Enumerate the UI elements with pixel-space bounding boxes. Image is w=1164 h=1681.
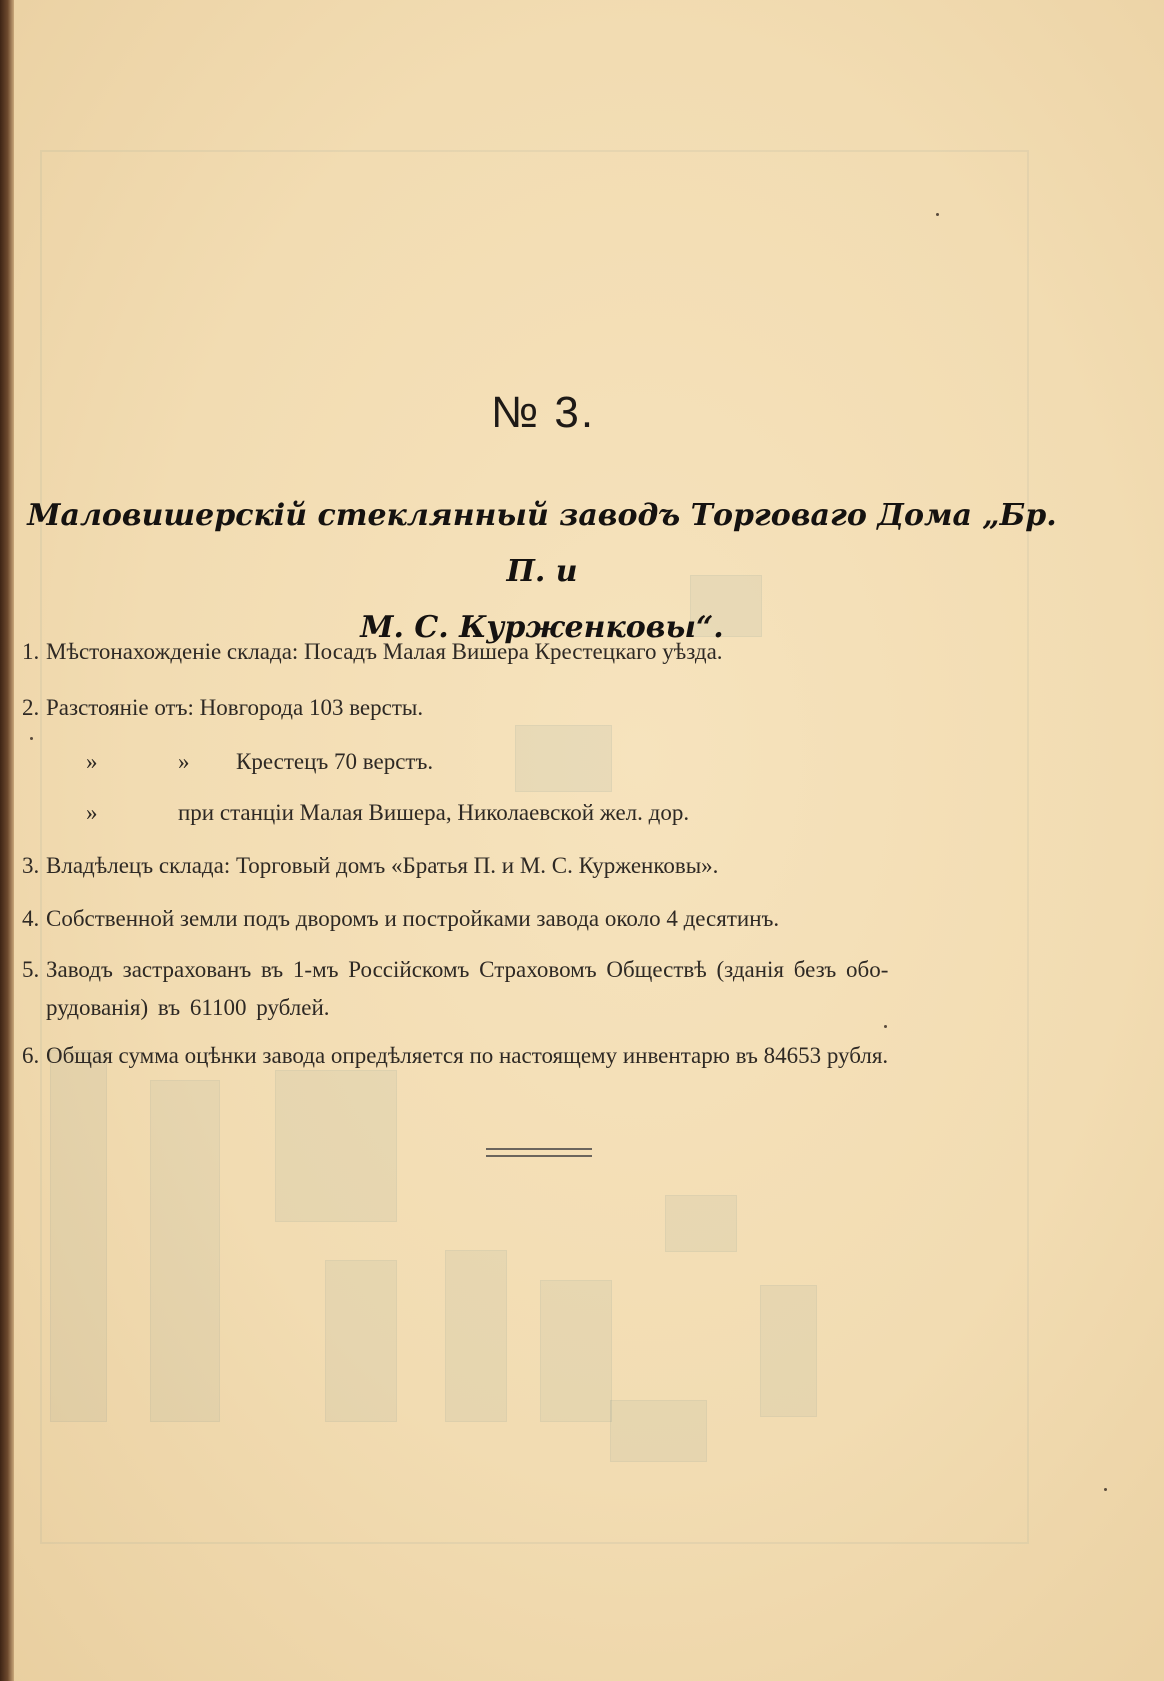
reverse-side-bleed-bar: [50, 1050, 107, 1422]
distance-row: [48, 787, 808, 838]
list-item-text-line-1: Заводъ застрахованъ въ 1-мъ Россійскомъ Страховомъ Обществѣ (зданія безъ обо-: [46, 957, 889, 982]
paper-speck: [884, 1025, 887, 1028]
reverse-side-bleed-bar: [665, 1195, 737, 1252]
document-title: [22, 488, 1062, 656]
list-item-text-line-2: рудованія) въ 61100 рублей.: [46, 995, 330, 1020]
distance-continuations: [48, 736, 808, 838]
reverse-side-bleed-bar: [760, 1285, 817, 1417]
distance-row: [48, 736, 808, 787]
title-line-2: М. С. Курженковы“.: [360, 610, 724, 645]
ditto-mark: »: [86, 748, 98, 774]
list-item-text: Собственной земли подъ дворомъ и постройками завода около 4 десятинъ.: [46, 906, 780, 931]
list-item-2: [22, 690, 423, 726]
reverse-side-bleed-bar: [610, 1400, 707, 1462]
list-item-5: [22, 951, 1062, 1027]
list-item-text: Разстояніе отъ: Новгорода 103 версты.: [46, 695, 424, 720]
list-item-6: [22, 1038, 888, 1074]
list-item-number: 1.: [22, 639, 40, 664]
list-item-text: Общая сумма оцѣнки завода опредѣляется по настоящему инвентарю въ 84653 рубля.: [46, 1043, 889, 1068]
paper-speck: [30, 737, 33, 740]
distance-text: Крестецъ 70 верстъ.: [236, 748, 434, 774]
document-number: № 3.: [490, 388, 596, 437]
list-item-3: [22, 848, 718, 884]
list-item-text: Мѣстонахожденіе склада: Посадъ Малая Вишера Крестецкаго уѣзда.: [46, 639, 723, 664]
list-item-number: 5.: [22, 957, 40, 982]
ditto-mark: »: [86, 799, 98, 825]
list-item-number: 3.: [22, 853, 40, 878]
paper-speck: [936, 213, 939, 216]
double-rule-separator: [486, 1148, 592, 1157]
list-item-number: 6.: [22, 1043, 40, 1068]
reverse-side-bleed-bar: [325, 1260, 397, 1422]
distance-text: при станціи Малая Вишера, Николаевской жел. дор.: [178, 799, 690, 825]
list-item-number: 4.: [22, 906, 40, 931]
list-item-number: 2.: [22, 695, 40, 720]
title-line-1: Маловишерскій стеклянный заводъ Торговаго Дома „Бр. П. и: [27, 498, 1057, 589]
list-item-1: [22, 634, 723, 670]
reverse-side-bleed-bar: [445, 1250, 507, 1422]
list-item-4: [22, 901, 779, 937]
book-binding-edge: [0, 0, 14, 1681]
paper-speck: [1104, 1488, 1107, 1491]
list-item-text: Владѣлецъ склада: Торговый домъ «Братья П. и М. С. Курженковы».: [46, 853, 719, 878]
ditto-mark: »: [178, 748, 190, 774]
reverse-side-bleed-bar: [540, 1280, 612, 1422]
reverse-side-bleed-bar: [275, 1070, 397, 1222]
reverse-side-bleed-bar: [150, 1080, 220, 1422]
